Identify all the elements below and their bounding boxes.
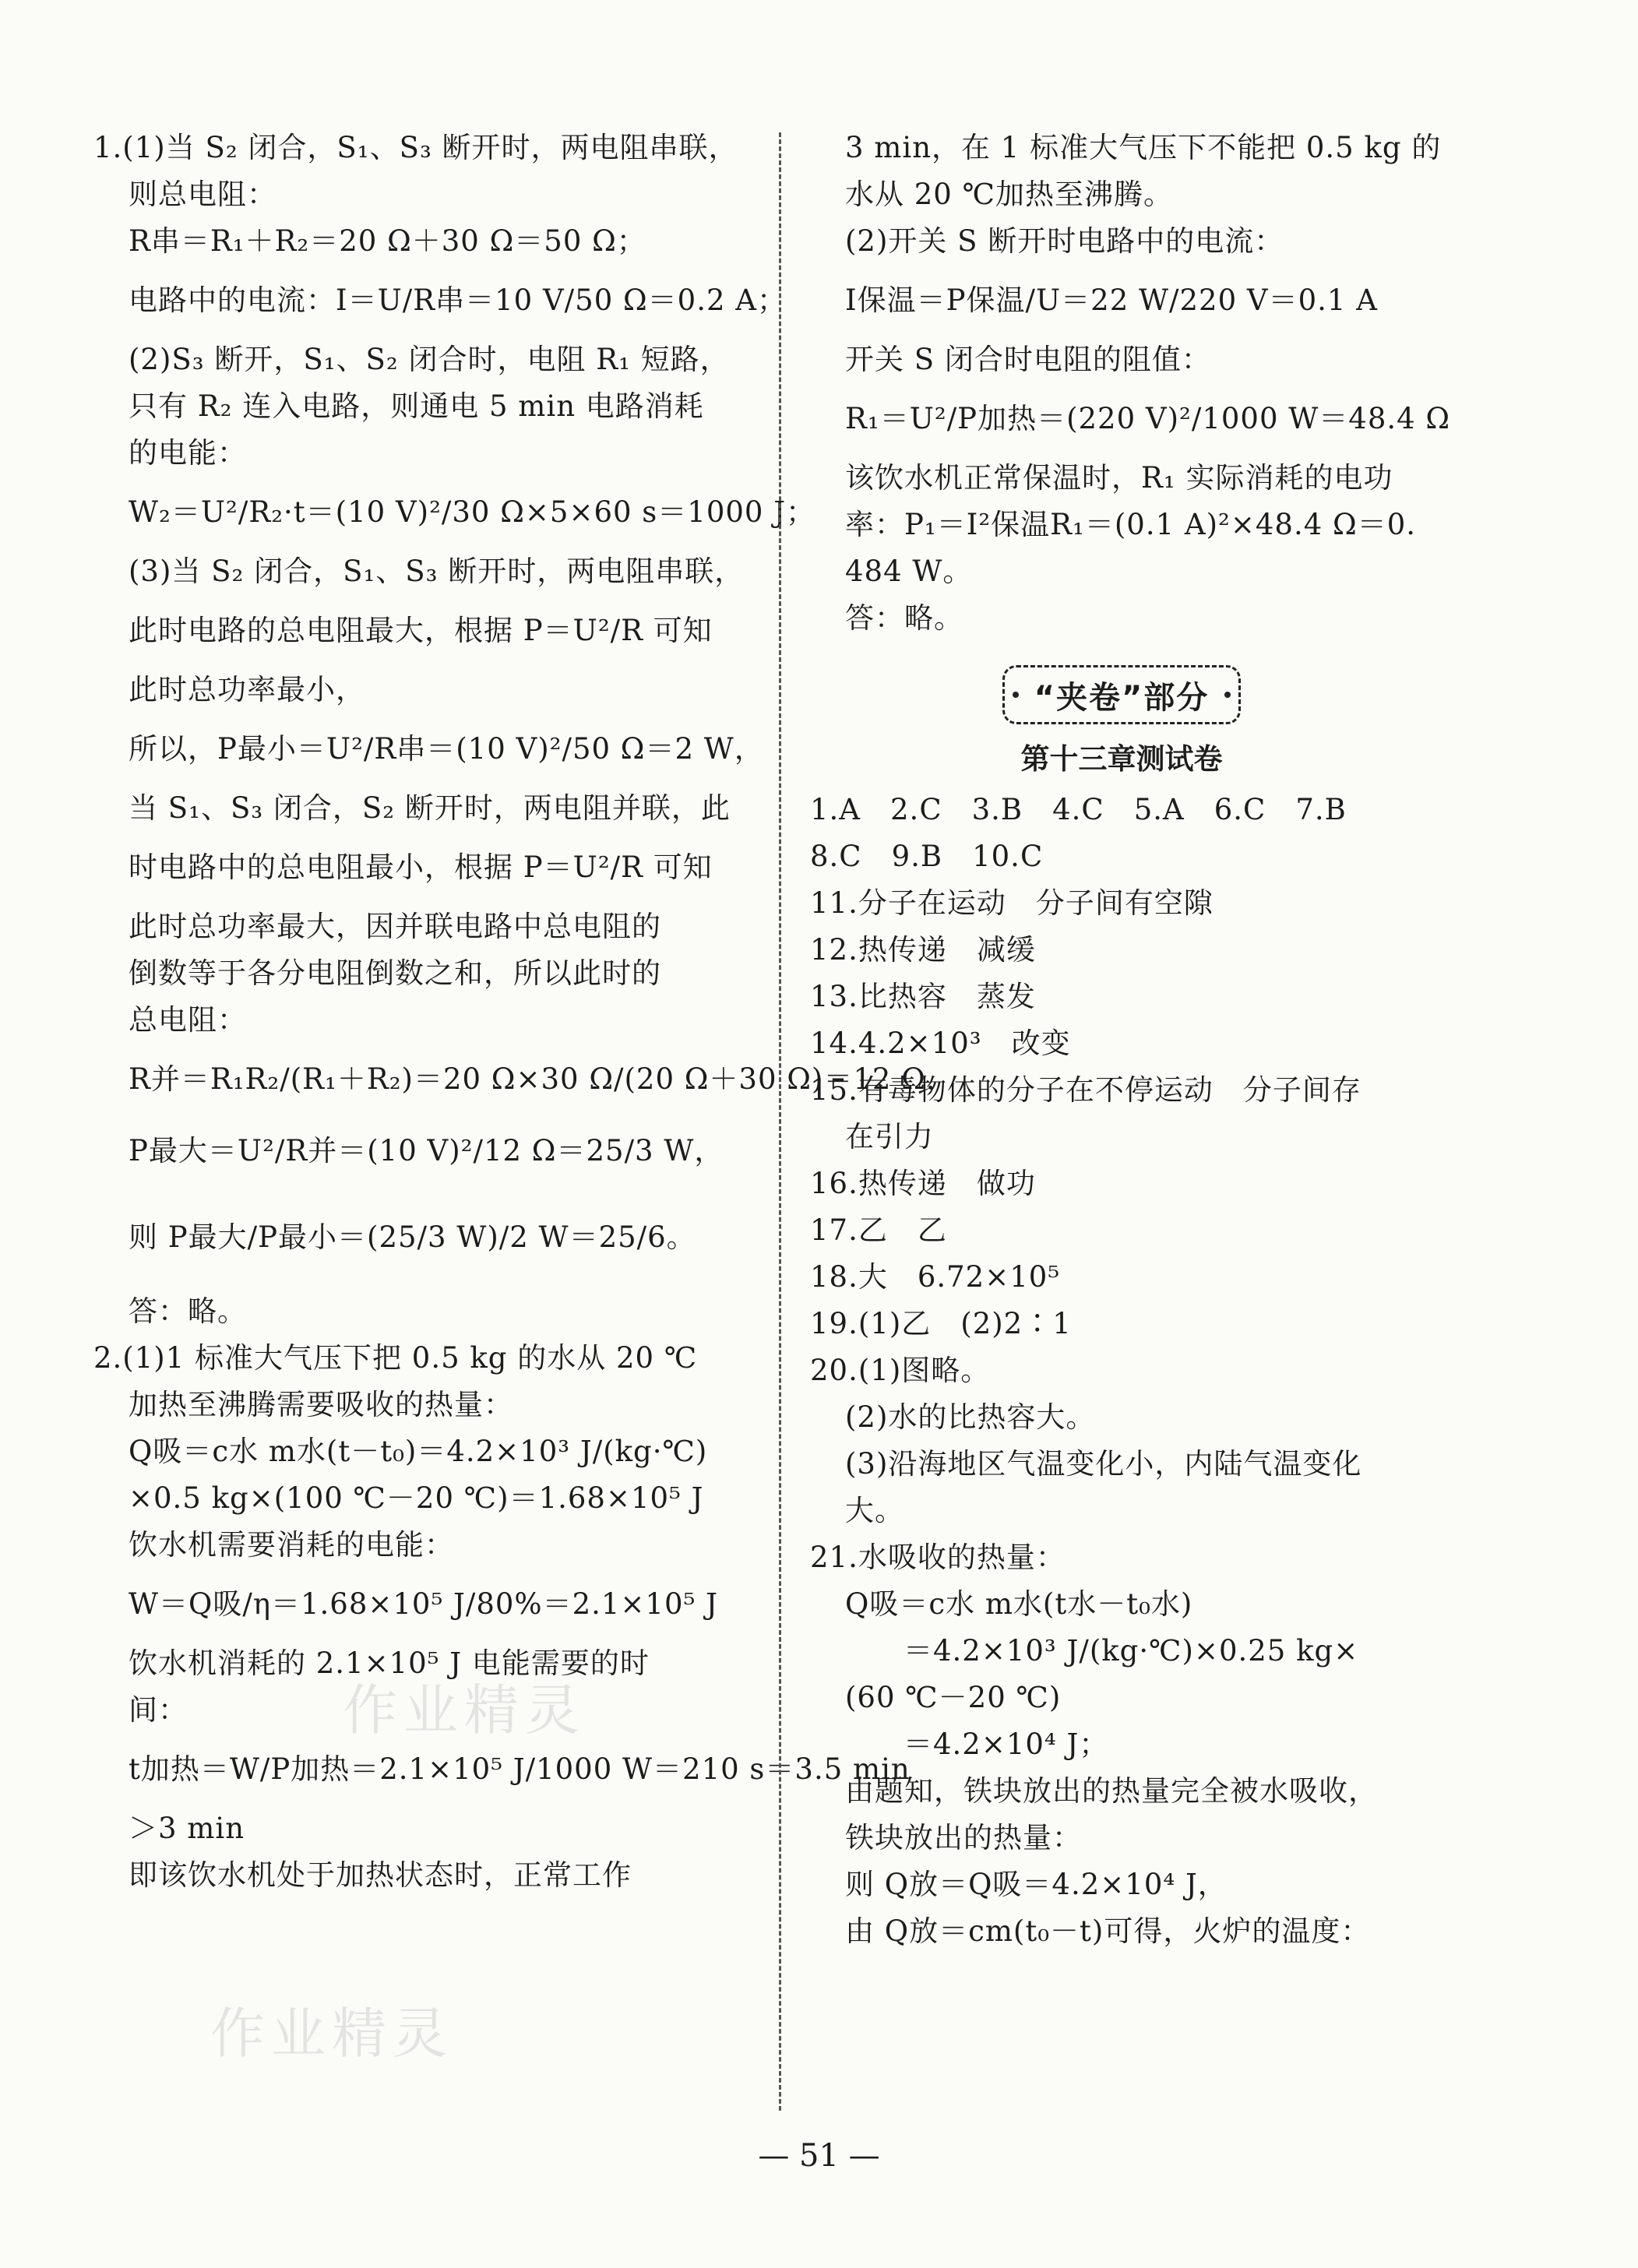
text-line: 17.乙 乙 (810, 1213, 947, 1247)
text-line: 13.比热容 蒸发 (810, 980, 1036, 1013)
text-line: 饮水机消耗的 2.1×10⁵ J 电能需要的时 (129, 1646, 650, 1680)
text-line: (2)水的比热容大。 (845, 1400, 1096, 1434)
text-line: 20.(1)图略。 (810, 1354, 991, 1387)
text-line: 此时总功率最大，因并联电路中总电阻的 (129, 910, 661, 943)
text-line: 该饮水机正常保温时，R₁ 实际消耗的电功 (845, 461, 1393, 495)
text-line: (2)开关 S 断开时电路中的电流： (845, 224, 1284, 258)
text-line: 饮水机需要消耗的电能： (129, 1528, 454, 1562)
text-line: 所以，P最小＝U²/R串＝(10 V)²/50 Ω＝2 W， (129, 732, 764, 766)
text-line: 484 W。 (845, 555, 973, 588)
text-line: 则 P最大/P最小＝(25/3 W)/2 W＝25/6。 (129, 1220, 696, 1254)
text-line: Q吸＝c水 m水(t水－t₀水) (845, 1587, 1193, 1621)
text-line: 15.有毒物体的分子在不停运动 分子间存 (810, 1073, 1361, 1107)
section-banner: “夹卷”部分 (1002, 665, 1241, 724)
text-line: 21.水吸收的热量： (810, 1541, 1066, 1574)
text-line: 12.热传递 减缓 (810, 933, 1036, 967)
text-line: 当 S₁、S₃ 闭合，S₂ 断开时，两电阻并联，此 (129, 791, 731, 825)
text-line: W＝Q吸/η＝1.68×10⁵ J/80%＝2.1×10⁵ J (129, 1587, 718, 1621)
text-line: 1.(1)当 S₂ 闭合，S₁、S₃ 断开时，两电阻串联， (93, 131, 738, 164)
right-column (810, 125, 1451, 1955)
text-line: 8.C 9.B 10.C (810, 840, 1044, 873)
text-line: 答：略。 (129, 1294, 247, 1328)
text-line: 则 Q放＝Q吸＝4.2×10⁴ J， (845, 1868, 1228, 1901)
text-line: 开关 S 闭合时电阻的阻值： (845, 343, 1211, 376)
text-line: W₂＝U²/R₂·t＝(10 V)²/30 Ω×5×60 s＝1000 J； (129, 495, 816, 529)
text-line: 的电能： (129, 436, 247, 470)
text-line: 率：P₁＝I²保温R₁＝(0.1 A)²×48.4 Ω＝0. (845, 508, 1417, 541)
right-bottom-block (810, 787, 1433, 1955)
text-line: 即该饮水机处于加热状态时，正常工作 (129, 1858, 632, 1892)
text-line: ＝4.2×10³ J/(kg·℃)×0.25 kg× (904, 1634, 1359, 1668)
text-line: I保温＝P保温/U＝22 W/220 V＝0.1 A (845, 284, 1378, 317)
text-line: 水从 20 ℃加热至沸腾。 (845, 178, 1173, 211)
text-line: 大。 (845, 1494, 904, 1527)
text-line: 18.大 6.72×10⁵ (810, 1260, 1061, 1294)
text-line: 答：略。 (845, 601, 963, 635)
watermark: 作业精灵 (210, 2002, 453, 2066)
text-line: 间： (129, 1693, 188, 1727)
text-line: (3)当 S₂ 闭合，S₁、S₃ 断开时，两电阻串联， (129, 555, 745, 588)
text-line: 14.4.2×10³ 改变 (810, 1027, 1071, 1060)
column-divider (779, 132, 781, 2111)
text-line: R₁＝U²/P加热＝(220 V)²/1000 W＝48.4 Ω (845, 402, 1451, 435)
text-line: 加热至沸腾需要吸收的热量： (129, 1388, 513, 1421)
text-line: 由 Q放＝cm(t₀－t)可得，火炉的温度： (845, 1914, 1371, 1948)
chapter-title: 第十三章测试卷 (1020, 742, 1223, 776)
text-line: 3 min，在 1 标准大气压下不能把 0.5 kg 的 (845, 131, 1442, 164)
text-line: (2)S₃ 断开，S₁、S₂ 闭合时，电阻 R₁ 短路， (129, 343, 730, 376)
text-line: Q吸＝c水 m水(t－t₀)＝4.2×10³ J/(kg·℃) (129, 1435, 708, 1468)
page-number: — 51 — (758, 2138, 880, 2174)
text-line: 由题知，铁块放出的热量完全被水吸收， (845, 1774, 1378, 1808)
text-line: ×0.5 kg×(100 ℃－20 ℃)＝1.68×10⁵ J (129, 1481, 704, 1515)
watermark: 作业精灵 (343, 1678, 586, 1742)
text-line: ＝4.2×10⁴ J； (904, 1727, 1109, 1761)
text-line: 只有 R₂ 连入电路，则通电 5 min 电路消耗 (129, 389, 704, 423)
text-line: 总电阻： (129, 1003, 247, 1037)
text-line: 倒数等于各分电阻倒数之和，所以此时的 (129, 956, 661, 990)
text-line: ＞3 min (129, 1812, 245, 1845)
text-line: 2.(1)1 标准大气压下把 0.5 kg 的水从 20 ℃ (93, 1341, 698, 1375)
text-line: 1.A 2.C 3.B 4.C 5.A 6.C 7.B (810, 793, 1347, 826)
text-line: 则总电阻： (129, 178, 277, 211)
right-top-block (810, 125, 1451, 642)
text-line: P最大＝U²/R并＝(10 V)²/12 Ω＝25/3 W， (129, 1134, 724, 1167)
text-line: 16.热传递 做功 (810, 1167, 1036, 1200)
text-line: 铁块放出的热量： (845, 1821, 1082, 1854)
text-line: 此时总功率最小， (129, 673, 365, 706)
text-line: 时电路中的总电阻最小，根据 P＝U²/R 可知 (129, 850, 713, 884)
text-line: R并＝R₁R₂/(R₁＋R₂)＝20 Ω×30 Ω/(20 Ω＋30 Ω)＝12 Ω， (129, 1062, 956, 1096)
text-line: (60 ℃－20 ℃) (845, 1681, 1062, 1714)
text-line: 此时电路的总电阻最大，根据 P＝U²/R 可知 (129, 614, 713, 647)
text-line: 19.(1)乙 (2)2∶1 (810, 1307, 1072, 1340)
text-line: 11.分子在运动 分子间有空隙 (810, 886, 1214, 920)
text-line: 电路中的电流：I＝U/R串＝10 V/50 Ω＝0.2 A； (129, 284, 787, 317)
text-line: 在引力 (845, 1120, 934, 1153)
text-line: t加热＝W/P加热＝2.1×10⁵ J/1000 W＝210 s＝3.5 min (129, 1752, 911, 1786)
text-line: R串＝R₁＋R₂＝20 Ω＋30 Ω＝50 Ω； (129, 224, 646, 258)
text-line: (3)沿海地区气温变化小，内陆气温变化 (845, 1447, 1362, 1481)
